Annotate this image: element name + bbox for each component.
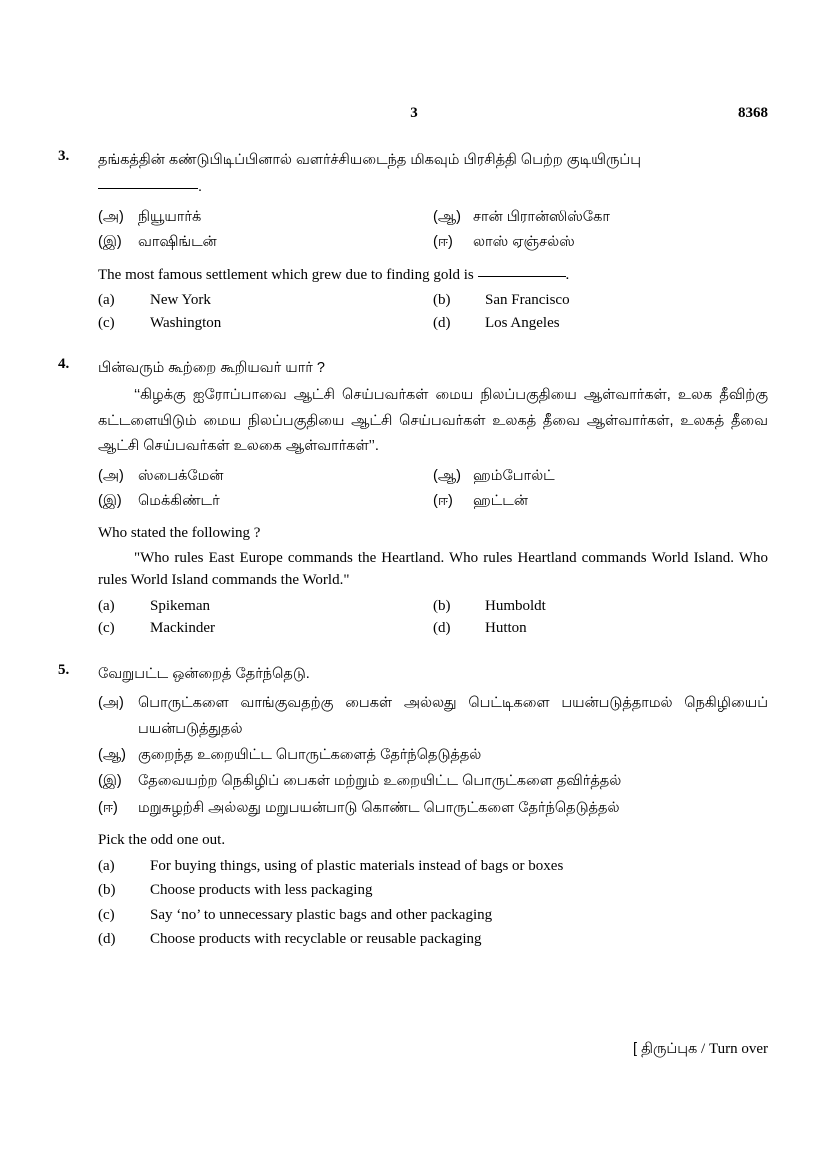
question-3-stem-en-text: The most famous settlement which grew due to finding gold is <box>98 266 474 283</box>
option-key: (d) <box>98 931 116 947</box>
option-key: (ஈ) <box>98 799 118 816</box>
option-label: Humboldt <box>485 597 546 614</box>
answer-blank <box>98 188 198 189</box>
option-ta-c[interactable] <box>98 769 768 794</box>
option-en-c[interactable] <box>98 904 768 927</box>
option-ta-a[interactable] <box>98 464 433 489</box>
question-3-options-ta <box>98 205 768 256</box>
option-label: Mackinder <box>150 620 215 637</box>
option-key: (c) <box>98 620 115 637</box>
option-key: (b) <box>98 882 116 898</box>
option-ta-d[interactable] <box>433 230 768 255</box>
option-key: (a) <box>98 597 115 614</box>
option-label: தேவையற்ற நெகிழிப் பைகள் மற்றும் உறையிட்ட பொருட்களை தவிர்த்தல் <box>138 773 622 790</box>
option-label: மறுசுழற்சி அல்லது மறுபயன்பாடு கொண்ட பொருட்களை தேர்ந்தெடுத்தல் <box>138 799 620 816</box>
option-row <box>98 230 768 255</box>
option-en-d[interactable] <box>433 617 768 640</box>
paper-code: 8368 <box>738 105 768 121</box>
option-ta-b[interactable] <box>433 205 768 230</box>
option-label: Washington <box>150 314 222 331</box>
question-5-stem-en: Pick the odd one out. <box>98 832 226 848</box>
option-en-b[interactable] <box>433 595 768 618</box>
option-row <box>98 796 768 821</box>
question-3-stem-ta-text: தங்கத்தின் கண்டுபிடிப்பினால் வளர்ச்சியடைந்த மிகவும் பிரசித்தி பெற்ற குடியிருப்பு <box>98 152 642 168</box>
option-key: (ஈ) <box>433 492 453 509</box>
question-5-number: 5. <box>58 661 70 678</box>
option-label: லாஸ் ஏஞ்சல்ஸ் <box>473 234 575 251</box>
questions-container <box>58 148 768 973</box>
option-key: (d) <box>433 314 451 331</box>
option-key: (இ) <box>98 773 122 790</box>
option-ta-d[interactable] <box>98 796 768 821</box>
question-5-options-ta <box>98 691 768 821</box>
question-5-stem-ta: வேறுபட்ட ஒன்றைத் தேர்ந்தெடு. <box>98 665 310 682</box>
option-row <box>98 289 768 312</box>
question-4-number: 4. <box>58 356 70 372</box>
option-label: San Francisco <box>485 292 570 308</box>
option-label: ஹம்போல்ட் <box>473 467 555 484</box>
question-3-stem-ta <box>98 148 768 173</box>
option-en-a[interactable] <box>98 595 433 618</box>
option-row <box>98 691 768 742</box>
option-label: பொருட்களை வாங்குவதற்கு பைகள் அல்லது பெட்டிகளை பயன்படுத்தாமல் நெகிழியைப் பயன்படுத்துதல் <box>138 695 768 737</box>
option-key: (அ) <box>98 208 124 225</box>
option-row <box>98 769 768 794</box>
option-key: (d) <box>433 620 451 637</box>
option-en-d[interactable] <box>98 928 768 951</box>
option-key: (ஆ) <box>433 208 461 225</box>
option-en-c[interactable] <box>98 617 433 640</box>
option-row <box>98 595 768 618</box>
option-key: (இ) <box>98 492 122 509</box>
blank-period-en: . <box>565 266 570 283</box>
question-3 <box>58 148 768 334</box>
option-key: (b) <box>433 597 451 614</box>
option-ta-c[interactable] <box>98 489 433 514</box>
option-row <box>98 464 768 489</box>
option-label: ஸ்பைக்மேன் <box>138 467 224 484</box>
option-label: Say ‘no’ to unnecessary plastic bags and other packaging <box>150 906 493 923</box>
option-key: (a) <box>98 292 115 308</box>
question-5-options-en <box>98 855 768 951</box>
question-3-stem-ta-blank-line <box>98 175 768 200</box>
option-en-a[interactable] <box>98 855 768 878</box>
option-en-a[interactable] <box>98 289 433 312</box>
question-4-stem-ta: பின்வரும் கூற்றை கூறியவர் யார் ? <box>98 360 325 376</box>
option-label: நியூயார்க் <box>138 208 202 225</box>
question-4-quote-en: "Who rules East Europe commands the Heartland. Who rules Heartland commands World Island. Who rules World Island commands the World." <box>98 549 768 589</box>
question-3-number: 3. <box>58 148 70 164</box>
option-row <box>98 879 768 902</box>
option-label: Hutton <box>485 620 527 637</box>
option-key: (ஈ) <box>433 234 453 251</box>
question-4 <box>58 356 768 640</box>
question-4-quote-ta: ‘‘கிழக்கு ஐரோப்பாவை ஆட்சி செய்பவர்கள் மைய நிலப்பகுதியை ஆள்வார்கள், உலக தீவிற்கு கட்டளையிடும் மைய நிலப்பகுதியை ஆட்சி செய்பவர்கள் உலகத் தீவை ஆள்வார்கள், உலகத் தீவை ஆட்சி செய்பவர்கள் உலகை ஆள்வார்கள்’’. <box>98 387 768 455</box>
question-3-stem-en <box>98 264 768 287</box>
option-label: Choose products with less packaging <box>150 882 373 898</box>
option-ta-d[interactable] <box>433 489 768 514</box>
option-row <box>98 312 768 335</box>
option-key: (c) <box>98 906 115 923</box>
question-4-options-en <box>98 595 768 640</box>
option-key: (அ) <box>98 467 124 484</box>
option-label: ஹட்டன் <box>473 492 528 509</box>
option-row <box>98 855 768 878</box>
question-5 <box>58 662 768 951</box>
option-key: (ஆ) <box>98 746 126 763</box>
option-en-b[interactable] <box>433 289 768 312</box>
option-ta-c[interactable] <box>98 230 433 255</box>
option-key: (ஆ) <box>433 467 461 484</box>
answer-blank-en <box>478 276 566 277</box>
option-key: (a) <box>98 857 115 874</box>
option-label: New York <box>150 292 211 308</box>
option-key: (அ) <box>98 695 124 712</box>
option-en-d[interactable] <box>433 312 768 335</box>
option-ta-a[interactable] <box>98 205 433 230</box>
option-label: மெக்கிண்டர் <box>138 492 220 509</box>
question-3-options-en <box>98 289 768 334</box>
option-en-c[interactable] <box>98 312 433 335</box>
option-row <box>98 904 768 927</box>
option-row <box>98 743 768 768</box>
option-ta-b[interactable] <box>98 743 768 768</box>
option-label: Spikeman <box>150 597 210 614</box>
option-label: For buying things, using of plastic materials instead of bags or boxes <box>150 857 564 874</box>
blank-period: . <box>198 179 203 196</box>
option-label: சான் பிரான்ஸிஸ்கோ <box>473 208 610 225</box>
option-ta-b[interactable] <box>433 464 768 489</box>
option-row <box>98 928 768 951</box>
option-en-b[interactable] <box>98 879 768 902</box>
option-key: (இ) <box>98 234 122 251</box>
question-4-stem-en: Who stated the following ? <box>98 525 261 542</box>
option-label: வாஷிங்டன் <box>138 234 217 251</box>
option-label: Los Angeles <box>485 314 560 331</box>
option-label: Choose products with recyclable or reusable packaging <box>150 931 482 947</box>
option-row <box>98 617 768 640</box>
footer-text-en: Turn over <box>708 1041 768 1057</box>
option-key: (c) <box>98 314 115 331</box>
option-row <box>98 205 768 230</box>
page-header <box>60 105 768 125</box>
footer-separator: / <box>701 1041 706 1057</box>
footer-text-ta: [ திருப்புக <box>633 1041 698 1057</box>
option-ta-a[interactable] <box>98 691 768 742</box>
turn-over-footer <box>633 1041 768 1059</box>
option-label: குறைந்த உறையிட்ட பொருட்களைத் தேர்ந்தெடுத்தல் <box>138 746 482 763</box>
question-4-options-ta <box>98 464 768 515</box>
option-row <box>98 489 768 514</box>
option-key: (b) <box>433 292 451 308</box>
page-number: 3 <box>410 105 418 121</box>
